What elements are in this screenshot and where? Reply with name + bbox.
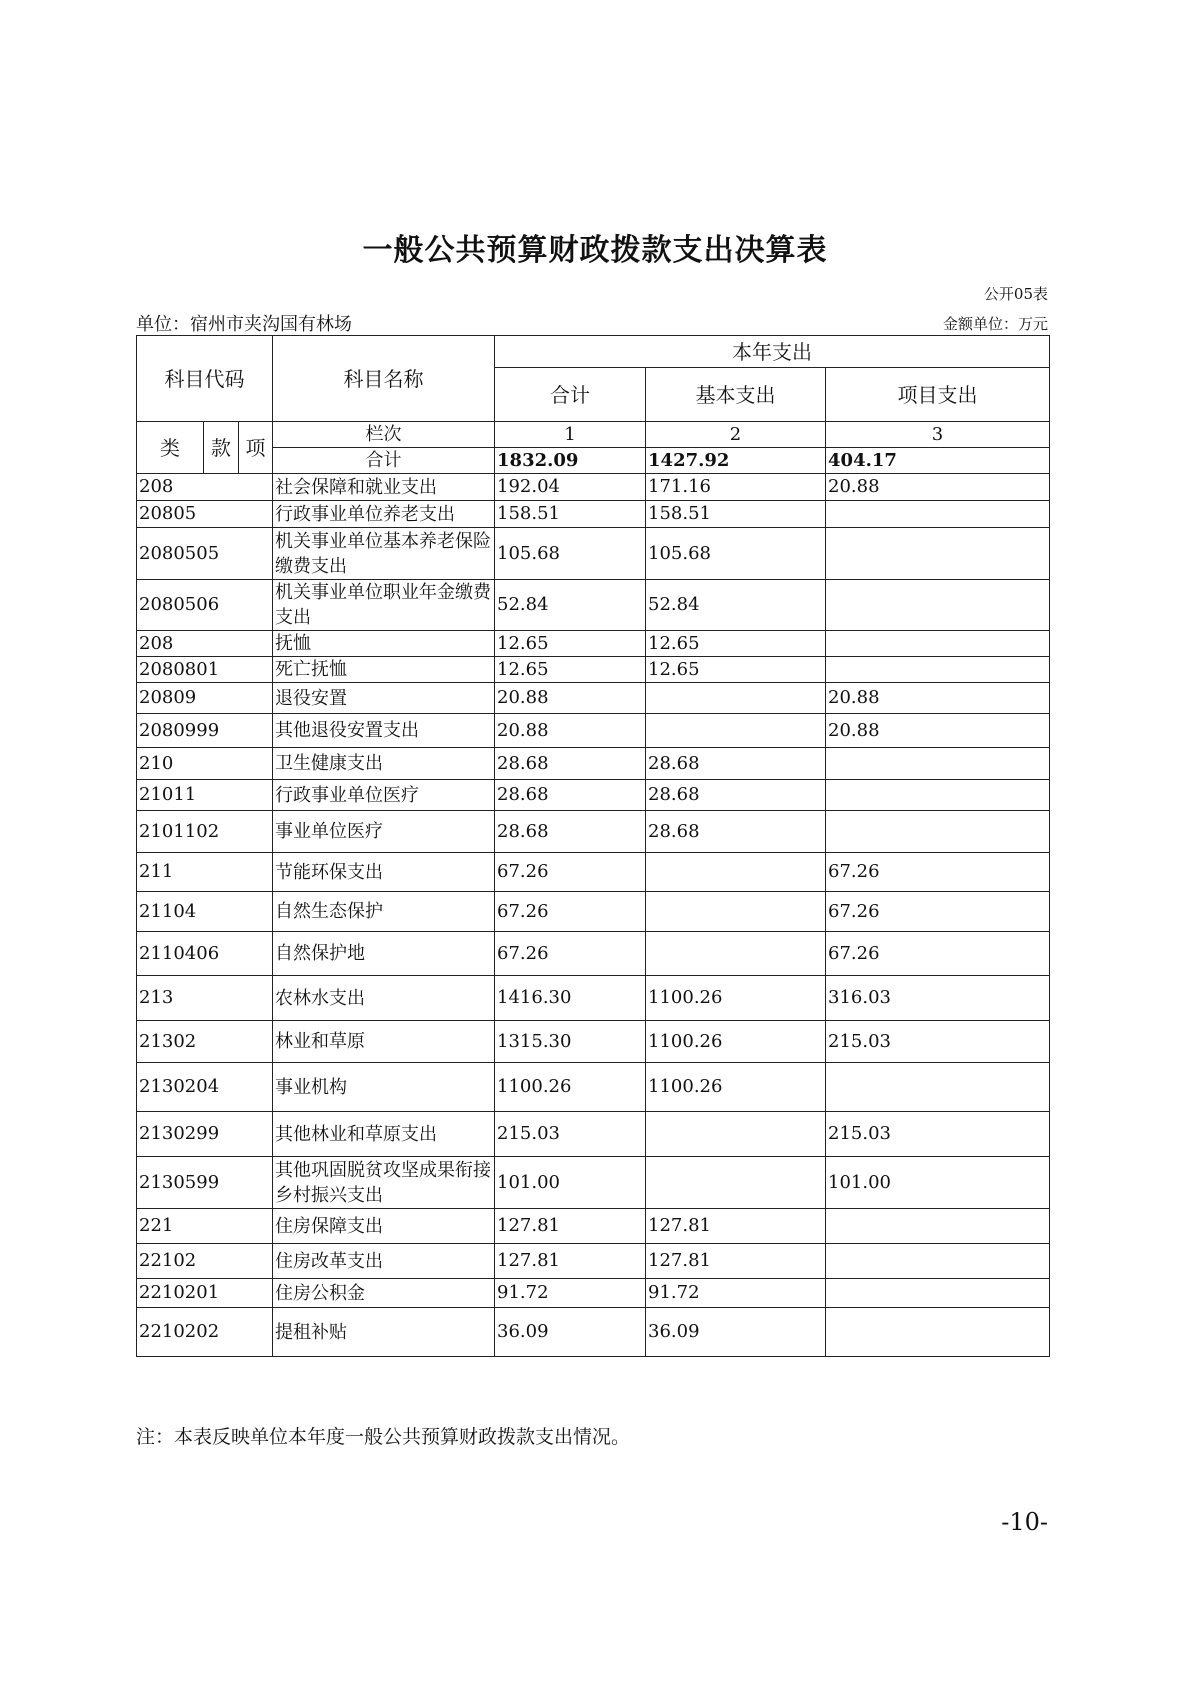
total-cell: 20.88 — [495, 714, 646, 748]
basic-cell: 28.68 — [646, 748, 826, 780]
subject-code: 2130599 — [137, 1157, 273, 1209]
col-index-2: 2 — [646, 422, 826, 448]
project-cell: 215.03 — [826, 1021, 1050, 1063]
total-cell: 28.68 — [495, 780, 646, 811]
basic-cell — [646, 1157, 826, 1209]
total-cell: 1416.30 — [495, 976, 646, 1021]
basic-cell: 91.72 — [646, 1279, 826, 1308]
basic-cell — [646, 853, 826, 892]
expense-table — [136, 335, 1050, 1357]
project-cell — [826, 631, 1050, 657]
project-cell: 20.88 — [826, 683, 1050, 714]
subject-name: 其他巩固脱贫攻坚成果衔接乡村振兴支出 — [273, 1157, 495, 1209]
project-cell — [826, 1308, 1050, 1357]
project-cell: 67.26 — [826, 853, 1050, 892]
subject-name: 抚恤 — [273, 631, 495, 657]
subject-name: 自然生态保护 — [273, 892, 495, 932]
table-note: 注：本表反映单位本年度一般公共预算财政拨款支出情况。 — [136, 1426, 631, 1448]
project-cell — [826, 811, 1050, 853]
subject-name: 自然保护地 — [273, 932, 495, 976]
subject-code: 211 — [137, 853, 273, 892]
page-number: -10- — [1001, 1508, 1048, 1536]
basic-cell — [646, 683, 826, 714]
subject-name: 住房改革支出 — [273, 1244, 495, 1279]
table-row — [137, 976, 1050, 1021]
project-cell — [826, 657, 1050, 683]
header-total: 合计 — [495, 368, 646, 422]
project-cell — [826, 748, 1050, 780]
subject-name: 提租补贴 — [273, 1308, 495, 1357]
table-row — [137, 501, 1050, 528]
subject-code: 22102 — [137, 1244, 273, 1279]
project-cell: 67.26 — [826, 892, 1050, 932]
sum-total: 1832.09 — [495, 448, 646, 474]
header-xiang: 项 — [239, 422, 273, 474]
total-cell: 215.03 — [495, 1112, 646, 1157]
basic-cell — [646, 714, 826, 748]
subject-name: 死亡抚恤 — [273, 657, 495, 683]
basic-cell: 1100.26 — [646, 976, 826, 1021]
subject-name: 其他退役安置支出 — [273, 714, 495, 748]
subject-code: 21104 — [137, 892, 273, 932]
total-cell: 1100.26 — [495, 1063, 646, 1112]
subject-name: 事业机构 — [273, 1063, 495, 1112]
subject-code: 2130299 — [137, 1112, 273, 1157]
subject-name: 节能环保支出 — [273, 853, 495, 892]
subject-code: 2080999 — [137, 714, 273, 748]
subject-name: 机关事业单位基本养老保险缴费支出 — [273, 528, 495, 580]
basic-cell: 1100.26 — [646, 1021, 826, 1063]
total-cell: 36.09 — [495, 1308, 646, 1357]
subject-name: 退役安置 — [273, 683, 495, 714]
project-cell: 316.03 — [826, 976, 1050, 1021]
basic-cell: 28.68 — [646, 780, 826, 811]
project-cell: 101.00 — [826, 1157, 1050, 1209]
table-row — [137, 1209, 1050, 1244]
col-index-3: 3 — [826, 422, 1050, 448]
subject-code: 221 — [137, 1209, 273, 1244]
basic-cell: 127.81 — [646, 1209, 826, 1244]
table-row — [137, 657, 1050, 683]
table-row — [137, 1308, 1050, 1357]
project-cell: 20.88 — [826, 474, 1050, 501]
subject-code: 21302 — [137, 1021, 273, 1063]
project-cell: 215.03 — [826, 1112, 1050, 1157]
total-cell: 52.84 — [495, 580, 646, 631]
total-cell: 127.81 — [495, 1244, 646, 1279]
subject-code: 2210201 — [137, 1279, 273, 1308]
form-number: 公开05表 — [983, 285, 1048, 303]
project-cell — [826, 1244, 1050, 1279]
col-index-1: 1 — [495, 422, 646, 448]
table-row — [137, 853, 1050, 892]
basic-cell: 12.65 — [646, 631, 826, 657]
sum-project: 404.17 — [826, 448, 1050, 474]
subject-name: 机关事业单位职业年金缴费支出 — [273, 580, 495, 631]
sum-basic: 1427.92 — [646, 448, 826, 474]
table-row — [137, 474, 1050, 501]
basic-cell: 105.68 — [646, 528, 826, 580]
subject-code: 20805 — [137, 501, 273, 528]
table-row — [137, 528, 1050, 580]
project-cell — [826, 580, 1050, 631]
total-cell: 12.65 — [495, 657, 646, 683]
table-row — [137, 580, 1050, 631]
total-cell: 105.68 — [495, 528, 646, 580]
table-row — [137, 1279, 1050, 1308]
total-cell: 67.26 — [495, 932, 646, 976]
subject-code: 2080506 — [137, 580, 273, 631]
header-year-expense: 本年支出 — [495, 336, 1050, 368]
subject-code: 2130204 — [137, 1063, 273, 1112]
subject-code: 208 — [137, 474, 273, 501]
basic-cell — [646, 1112, 826, 1157]
table-row — [137, 1244, 1050, 1279]
project-cell — [826, 1209, 1050, 1244]
header-basic: 基本支出 — [646, 368, 826, 422]
subject-code: 2080801 — [137, 657, 273, 683]
subject-code: 2080505 — [137, 528, 273, 580]
subject-code: 2101102 — [137, 811, 273, 853]
table-row — [137, 932, 1050, 976]
table-row — [137, 631, 1050, 657]
project-cell — [826, 1279, 1050, 1308]
project-cell — [826, 528, 1050, 580]
subject-code: 20809 — [137, 683, 273, 714]
subject-name: 住房保障支出 — [273, 1209, 495, 1244]
basic-cell — [646, 892, 826, 932]
subject-name: 卫生健康支出 — [273, 748, 495, 780]
total-cell: 67.26 — [495, 853, 646, 892]
basic-cell: 36.09 — [646, 1308, 826, 1357]
header-lanci: 栏次 — [273, 422, 495, 448]
total-cell: 20.88 — [495, 683, 646, 714]
total-cell: 101.00 — [495, 1157, 646, 1209]
total-cell: 1315.30 — [495, 1021, 646, 1063]
header-lei: 类 — [137, 422, 204, 474]
basic-cell: 12.65 — [646, 657, 826, 683]
total-cell: 28.68 — [495, 748, 646, 780]
table-row — [137, 1021, 1050, 1063]
table-row — [137, 811, 1050, 853]
table-row — [137, 1063, 1050, 1112]
sum-label: 合计 — [273, 448, 495, 474]
table-row — [137, 780, 1050, 811]
reporting-unit: 单位：宿州市夹沟国有林场 — [136, 314, 352, 335]
subject-name: 农林水支出 — [273, 976, 495, 1021]
subject-code: 213 — [137, 976, 273, 1021]
subject-code: 208 — [137, 631, 273, 657]
subject-name: 社会保障和就业支出 — [273, 474, 495, 501]
basic-cell — [646, 932, 826, 976]
page-title: 一般公共预算财政拨款支出决算表 — [362, 233, 828, 268]
basic-cell: 28.68 — [646, 811, 826, 853]
total-cell: 91.72 — [495, 1279, 646, 1308]
header-kuan: 款 — [204, 422, 239, 474]
project-cell — [826, 780, 1050, 811]
subject-code: 21011 — [137, 780, 273, 811]
header-name: 科目名称 — [273, 336, 495, 422]
subject-code: 210 — [137, 748, 273, 780]
subject-name: 事业单位医疗 — [273, 811, 495, 853]
table-row — [137, 892, 1050, 932]
project-cell: 67.26 — [826, 932, 1050, 976]
table-row — [137, 1157, 1050, 1209]
subject-name: 林业和草原 — [273, 1021, 495, 1063]
subject-name: 行政事业单位医疗 — [273, 780, 495, 811]
table-row — [137, 714, 1050, 748]
table-row — [137, 683, 1050, 714]
header-code: 科目代码 — [137, 336, 273, 422]
table-row — [137, 1112, 1050, 1157]
total-cell: 192.04 — [495, 474, 646, 501]
total-cell: 28.68 — [495, 811, 646, 853]
subject-code: 2210202 — [137, 1308, 273, 1357]
total-cell: 158.51 — [495, 501, 646, 528]
subject-name: 住房公积金 — [273, 1279, 495, 1308]
project-cell — [826, 501, 1050, 528]
basic-cell: 171.16 — [646, 474, 826, 501]
table-row — [137, 748, 1050, 780]
total-cell: 127.81 — [495, 1209, 646, 1244]
basic-cell: 158.51 — [646, 501, 826, 528]
basic-cell: 1100.26 — [646, 1063, 826, 1112]
subject-code: 2110406 — [137, 932, 273, 976]
header-project: 项目支出 — [826, 368, 1050, 422]
subject-name: 其他林业和草原支出 — [273, 1112, 495, 1157]
money-unit: 金额单位：万元 — [942, 315, 1048, 333]
project-cell — [826, 1063, 1050, 1112]
basic-cell: 127.81 — [646, 1244, 826, 1279]
total-cell: 12.65 — [495, 631, 646, 657]
total-cell: 67.26 — [495, 892, 646, 932]
project-cell: 20.88 — [826, 714, 1050, 748]
subject-name: 行政事业单位养老支出 — [273, 501, 495, 528]
basic-cell: 52.84 — [646, 580, 826, 631]
